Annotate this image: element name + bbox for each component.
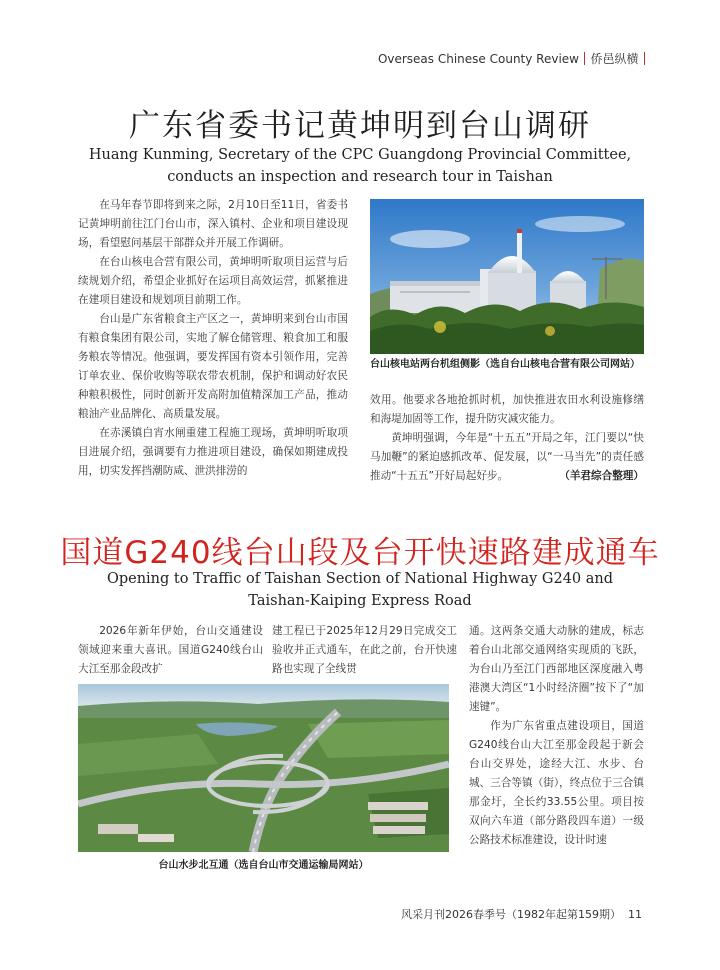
article2-column-3 [469,622,644,850]
nuclear-plant-caption: 台山核电站两台机组侧影（选自台山核电合营有限公司网站） [370,359,640,370]
article1-closing-text: 黄坤明强调，今年是“十五五”开局之年，江门要以“快马加鞭”的紧迫感抓改革、促发展，以“一马当先”的责任感推动“十五五”开好局起好步。 [370,432,644,482]
highway-interchange-caption: 台山水步北互通（选自台山市交通运输局网站） [158,860,369,871]
article2-subtitle-line1: Opening to Traffic of Taishan Section of National Highway G240 and [106,571,614,587]
page-footer [401,906,642,922]
header-divider [584,52,586,65]
header-divider-end [644,52,646,65]
article2-subtitle-line2: Taishan-Kaiping Express Road [248,593,472,609]
article1-paragraph: 在马年春节即将到来之际，2月10日至11日，省委书记黄坤明前往江门台山市，深入镇村、企业和项目建设现场，看望慰问基层干部群众并开展工作调研。 [78,199,348,249]
article1-subtitle: Huang Kunming, Secretary of the CPC Guangdong Provincial Committee, conducts an inspection and research tour in Taishan [88,147,632,185]
section-name-en: Overseas Chinese County Review [377,52,579,66]
article1-title: 广东省委书记黄坤明到台山调研 [129,108,591,144]
article1-paragraph: 台山是广东省粮食主产区之一，黄坤明来到台山市国有粮食集团有限公司，实地了解仓储管理、粮食加工和服务粮农等情况。他强调，要发挥国有资本引领作用，完善订单农业、保价收购等联农带农机制，保护和调动好农民种粮积极性，同时创新开发高附加值精深加工产品，推动粮油产业品牌化、高质量发展。 [78,313,348,420]
article2-paragraph: 2026年新年伊始，台山交通建设领域迎来重大喜讯。国道G240线台山大江至那金段改扩 [78,625,263,675]
article2-paragraph: 通。这两条交通大动脉的建成，标志着台山北部交通网络实现质的飞跃，为台山乃至江门西部地区深度融入粤港澳大湾区“1小时经济圈”按下了“加速键”。 [469,625,644,713]
article1-paragraph: 在台山核电合营有限公司，黄坤明听取项目运营与后续规划介绍，希望企业抓好在运项目高效运营，抓紧推进在建项目建设和规划项目前期工作。 [78,256,348,306]
article1-paragraph [370,429,644,486]
article1-paragraph: 效用。他要求各地抢抓时机，加快推进农田水利设施修缮和海堤加固等工作，提升防灾减灾能力。 [370,394,644,425]
footer-issue: 风采月刊2026春季号（1982年起第159期） [401,908,621,921]
article1-left-column [78,196,348,481]
running-header [378,50,650,68]
article2-subtitle [60,568,660,612]
article2-column-1 [78,622,263,679]
article2-title: 国道G240线台山段及台开快速路建成通车 [60,535,660,571]
page-number: 11 [628,908,642,921]
article2-paragraph: 建工程已于2025年12月29日完成交工验收并正式通车，在此之前，台开快速路也实现了全线贯 [272,625,457,675]
article2-column-2 [272,622,457,679]
highway-interchange-photo [78,684,449,852]
section-name-zh: 侨邑纵横 [590,52,639,66]
nuclear-plant-photo [370,199,644,354]
article1-right-column [370,391,644,486]
article1-signoff: （羊君综合整理） [559,470,644,482]
article2-paragraph: 作为广东省重点建设项目，国道G240线台山大江至那金段起于新会台山交界处，途经大江、水步、台城、三合等镇（街），终点位于三合镇那金圩，全长约33.55公里。项目按双向六车道（部分路段四车道）一级公路技术标准建设，设计时速 [469,720,644,846]
article1-paragraph: 在赤溪镇白宵水闸重建工程施工现场，黄坤明听取项目进展介绍，强调要有力推进项目建设，确保如期建成投用，切实发挥挡潮防咸、泄洪排涝的 [78,427,348,477]
